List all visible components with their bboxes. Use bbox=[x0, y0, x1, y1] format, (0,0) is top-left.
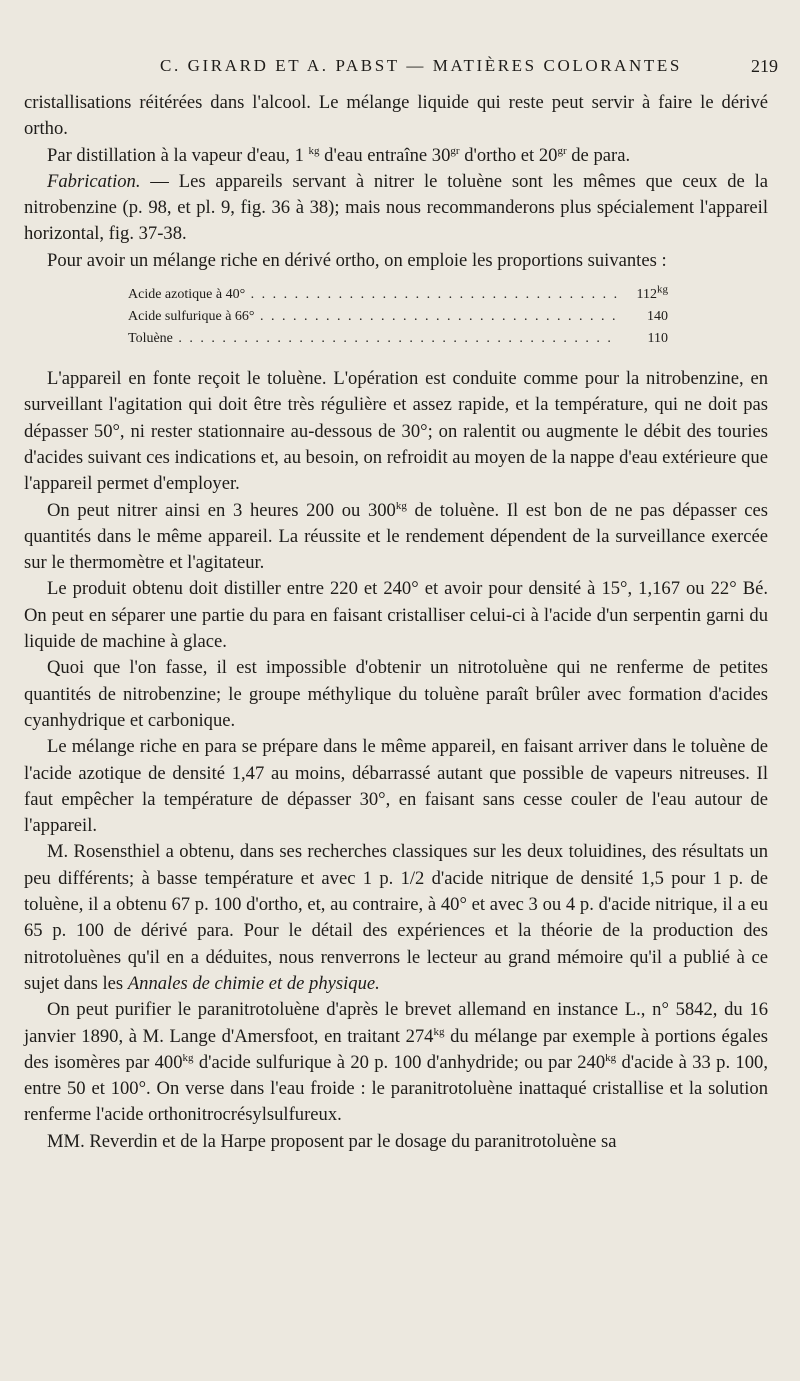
paragraph-text: Quoi que l'on fasse, il est impossible d'obtenir un nitrotoluène qui ne renferme de petites quantités de nitrobenzine; le groupe méthylique du toluène paraît brûler avec formation d'acides cyanhydrique et carbonique. bbox=[24, 657, 768, 731]
table-value: $112^{kg}$ bbox=[636, 283, 668, 303]
paragraph-text: M. Rosensthiel a obtenu, dans ses recherches classiques sur les deux toluidines, des résultats un peu différents; à basse température et avec 1 p. 1/2 d'acide nitrique de densité 1,5 pour 1 p. de toluène, il a obtenu 67 p. 100 d'ortho, et, au contraire, à 40° et avec 3 ou 4 p. d'acide nitrique, il a eu 65 p. 100 de dérivé para. Pour le détail des expériences et la théorie de la production des nitrotoluènes qu'il en a déduites, nous renverrons le lecteur au grand mémoire qu'il a publié à ce sujet dans les bbox=[24, 841, 768, 994]
section-heading: Fabrication. bbox=[47, 170, 141, 192]
paragraph-8 bbox=[24, 655, 768, 734]
running-title: C. GIRARD ET A. PABST — MATIÈRES COLORANTES bbox=[160, 56, 682, 75]
paragraph-10 bbox=[24, 839, 768, 997]
text-run: d'acide sulfurique à 20 p. 100 d'anhydride; ou par 240 bbox=[193, 1051, 606, 1073]
paragraph-1 bbox=[24, 90, 768, 143]
table-row bbox=[128, 284, 668, 306]
page-header bbox=[24, 56, 778, 84]
text-run: d'ortho et 20 bbox=[459, 144, 558, 166]
paragraph-3 bbox=[24, 169, 768, 248]
paragraph-7 bbox=[24, 576, 768, 655]
unit-superscript: kg bbox=[308, 144, 320, 157]
body-text bbox=[24, 90, 768, 1155]
text-run: On peut purifier le paranitrotoluène d'après le brevet allemand en instance L., n° 5842, du 16 janvier 1890, à M. Lange d'Amersfoot, en traitant 274 bbox=[24, 999, 768, 1047]
unit-superscript: kg bbox=[395, 499, 407, 512]
text-run: Par distillation à la vapeur d'eau, 1 bbox=[47, 144, 309, 166]
unit-superscript: kg bbox=[605, 1051, 617, 1064]
text-run: d'acide à 33 p. 100, entre 50 et 100°. On verse dans l'eau froide : le paranitrotoluène inattaqué cristallise et la solution renferme l'acide orthonitrocrésylsulfureux. bbox=[24, 1051, 768, 1126]
paragraph-4 bbox=[24, 248, 768, 274]
table-value: 140 bbox=[647, 309, 668, 325]
text-run: d'eau entraîne 30 bbox=[319, 144, 451, 166]
page-number: 219 bbox=[751, 56, 778, 76]
unit-superscript: gr bbox=[557, 144, 567, 157]
unit-superscript: gr bbox=[450, 144, 460, 157]
paragraph-text: Pour avoir un mélange riche en dérivé ortho, on emploie les proportions suivantes : bbox=[47, 249, 667, 271]
journal-title: Annales de chimie et de physique. bbox=[127, 972, 380, 994]
paragraph-text: L'appareil en fonte reçoit le toluène. L'opération est conduite comme pour la nitrobenzine, en surveillant l'agitation qui doit être très régulière et assez rapide, et la température, qui ne doit pas dépasser 50°, ni rester stationnaire au-dessous de 30°; on ralentit ou augmente le débit des touries d'acides suivant ces indications et, au besoin, on refroidit au moyen de la nappe d'eau extérieure que l'appareil permet d'employer. bbox=[24, 368, 768, 495]
paragraph-11 bbox=[24, 997, 768, 1128]
text-run: de toluène. Il est bon de ne pas dépasser ces quantités dans le même appareil. La réussite et le rendement dépendent de la surveillance exercée sur le thermomètre et l'agitateur. bbox=[24, 499, 768, 574]
paragraph-9 bbox=[24, 734, 768, 839]
paragraph-text: — Les appareils servant à nitrer le toluène sont les mêmes que ceux de la nitrobenzine (p. 98, et pl. 9, fig. 36 à 38); mais nous recommanderons plus spécialement l'appareil horizontal, fig. 37-38. bbox=[24, 170, 768, 245]
table-label: Toluène . . . bbox=[128, 328, 618, 350]
table-row bbox=[128, 328, 668, 350]
unit-superscript: kg bbox=[182, 1051, 194, 1064]
paragraph-2 bbox=[24, 143, 768, 169]
table-label: Acide azotique à 40° . . . bbox=[128, 284, 618, 306]
text-run: de para. bbox=[566, 144, 631, 166]
table-value: 110 bbox=[647, 331, 668, 347]
unit-superscript: kg bbox=[657, 283, 668, 296]
paragraph-text: cristallisations réitérées dans l'alcool. Le mélange liquide qui reste peut servir à faire le dérivé ortho. bbox=[24, 92, 768, 140]
paragraph-5 bbox=[24, 366, 768, 497]
unit-superscript: kg bbox=[433, 1025, 445, 1038]
paragraph-text: Le mélange riche en para se prépare dans le même appareil, en faisant arriver dans le toluène de l'acide azotique de densité 1,47 au moins, débarrassé autant que possible de vapeurs nitreuses. Il faut empêcher la température de dépasser 30°, en faisant sans cesse couler de l'eau autour de l'appareil. bbox=[24, 736, 768, 837]
paragraph-12 bbox=[24, 1129, 768, 1155]
table-row bbox=[128, 306, 668, 328]
text-run: On peut nitrer ainsi en 3 heures 200 ou 300 bbox=[47, 499, 396, 521]
text-run: du mélange par exemple à portions égales des isomères par 400 bbox=[24, 1025, 768, 1073]
table-label: Acide sulfurique à 66° . . . bbox=[128, 306, 618, 328]
paragraph-6 bbox=[24, 498, 768, 577]
paragraph-text: MM. Reverdin et de la Harpe proposent par le dosage du paranitrotoluène sa bbox=[47, 1130, 617, 1152]
proportions-table bbox=[128, 284, 668, 350]
paragraph-text: Le produit obtenu doit distiller entre 220 et 240° et avoir pour densité à 15°, 1,167 ou 22° Bé. On peut en séparer une partie du para en faisant cristalliser celui-ci à l'acide d'un serpentin garni du liquide de machine à glace. bbox=[24, 578, 768, 653]
